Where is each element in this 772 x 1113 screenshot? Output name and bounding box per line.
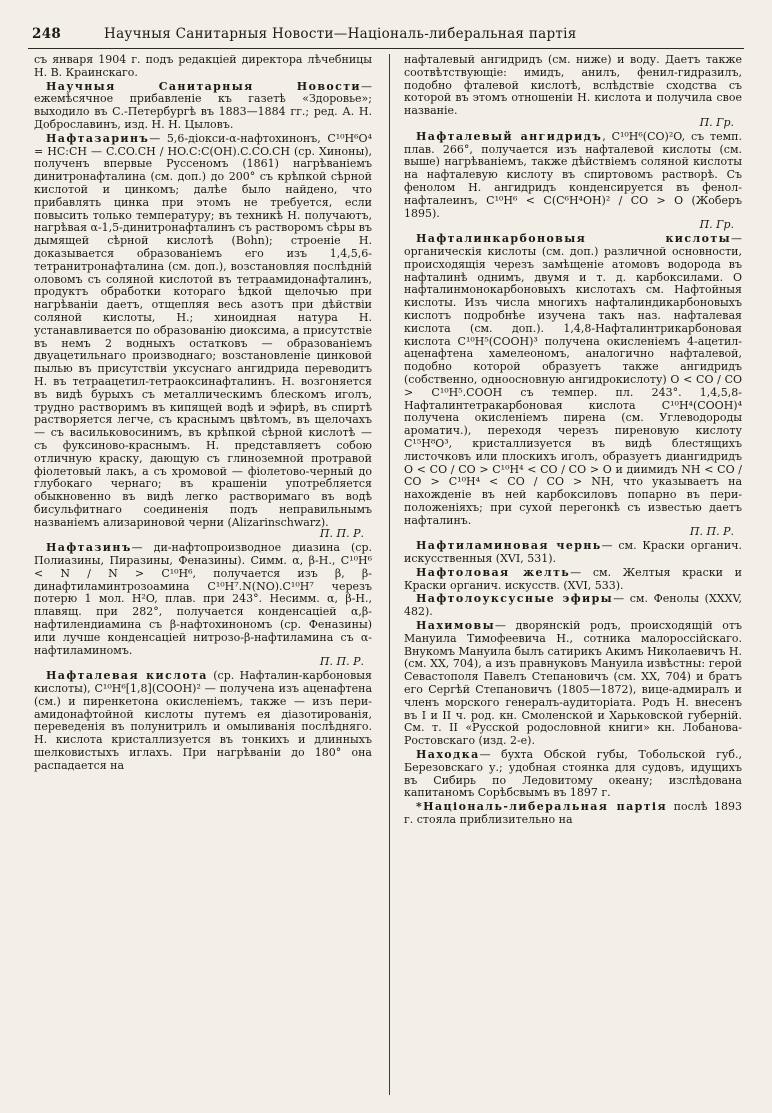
entry-text: (ср. Нафталин-карбоновыя кислоты), C¹⁰H⁶[1,8](COOH)² — получена изъ аценафтена (см.) и пиренкетона окисленіемъ, также — изъ пери-амидонафтойной кислоты путемъ ея діазотированія, переведенія въ полунитрилъ и омыливанія послѣдняго. Н. кислота кристаллизуется въ тонкихъ и длинныхъ шелковистыхъ иглахъ. При нагрѣваніи до 180° она распадается на [34,669,372,772]
article-entry [404,567,742,593]
entry-headword: Нафталинкарбоновыя кислоты [416,232,731,246]
left-column [34,54,372,774]
author-signature: П. Гр. [699,218,734,232]
author-signature: П. П. Р. [319,527,364,541]
article-entry [404,749,742,800]
article-entry [404,131,742,232]
article-entry [404,233,742,539]
entry-headword: Нафтоловая желть [416,565,571,579]
entry-text: , C¹⁰H⁶(CO)²O, съ темп. плав. 266°, получается изъ нафталевой кислоты (см. выше) нагрѣваніемъ, также дѣйствіемъ соляной кислоты на нафталевую кислоту въ спиртовомъ растворѣ. Съ фенолом Н. ангидридъ конденсируется въ фенол-нафталеинъ, C¹⁰H⁶ < C(C⁶H⁴OH)² / CO > O (Жоберъ 1895). [404,129,742,220]
article-entry [404,54,742,130]
entry-text: — бухта Обской губы, Тобольской губ., Березовскаго у.; удобная стоянка для судовъ, идущихъ въ Сибирь по Ледовитому океану; изслѣдована капитаномъ Сорѣбсвымъ въ 1897 г. [404,748,742,800]
article-entry [404,540,742,566]
author-signature: П. П. Р. [319,655,364,669]
author-signature: П. П. Р. [689,525,734,539]
column-divider [389,54,390,1095]
entry-headword: Нафталевый ангидридъ [416,129,603,143]
article-entry [34,670,372,772]
page-number: 248 [32,26,62,42]
entry-text: — см. Фенолы (XXXV, 482). [404,592,742,619]
entry-headword: Находка [416,748,480,762]
entry-headword: Нафтолоуксусные эфиры [416,592,614,606]
article-entry [34,542,372,669]
entry-headword: Нафталевая кислота [46,669,208,683]
entry-headword: Нафтазаринъ [46,131,150,145]
article-entry [34,133,372,542]
entry-text: нафталевый ангидридъ (см. ниже) и воду. Даетъ также соотвѣтствующіе: имидъ, анилъ, фенил-гидразилъ, подобно фталевой кислотѣ, вслѣдствіе сходства съ которой въ этомъ отношеніи Н. кислота и получила свое названіе. [404,53,742,118]
entry-headword: Нафтазинъ [46,541,132,555]
running-title: Научныя Санитарныя Новости—Національ-либеральная партія [104,26,577,42]
entry-text: — ди-нафтопроизводное диазина (ср. Полиазины, Пиразины, Феназины). Симм. α, β-Н., C¹⁰H⁶ < N / N > C¹⁰H⁶, получается изъ β, β-динафтиламинтрозоамина C¹⁰H⁷.N(NO).C¹⁰H⁷ черезъ потерю 1 мол. H²O, плав. при 243°. Несимм. α, β-Н., плавящ. при 282°, получается конденсаціей α,β-нафтилендиамина съ β-нафтохинономъ (ср. Феназины) или лучше конденсаціей нитрозо-β-нафтиламина съ α-нафтиламиномъ. [34,541,372,657]
page-header [28,26,744,49]
entry-text: — органическія кислоты (см. доп.) различной основности, происходящія черезъ замѣщеніе атомовъ водорода въ нафталинѣ однимъ, двумя и т. д. карбоксилами. О нафталинмонокарбоновыхъ кислотахъ см. Нафтойныя кислоты. Изъ числа многихъ нафталиндикарбоновыхъ кислотъ подробнѣе изучена такъ наз. нафталевая кислота (см. доп.). 1,4,8-Нафталинтрикарбоновая кислота C¹⁰H⁵(COOH)³ получена окисленіемъ 4-ацетил-аценафтена хамелеономъ, аналогично нафталевой, подобно которой образуетъ также ангидридъ (собственно, одноосновную ангидрокислоту) O < CO / CO > C¹⁰H⁵.COOH съ темпер. пл. 243°. 1,4,5,8-Нафталинтетракарбоновая кислота C¹⁰H⁴(COOH)⁴ получена окисленіемъ пирена (см. Углеводороды ароматич.), переходя черезъ пиреновую кислоту C¹⁵H⁸O³, кристаллизуется въ видѣ блестящихъ листочковъ или плоскихъ иголъ, образуетъ диангидридъ O < CO / CO > C¹⁰H⁴ < CO / CO > O и диимидъ NH < CO / CO > C¹⁰H⁴ < CO / CO > NH, что указываетъ на нахожденіе въ ней карбоксиловъ попарно въ пери-положеніяхъ; при сухой перегонкѣ съ известью даетъ нафталинъ. [404,232,742,527]
entry-text: — ежемѣсячное прибавленіе къ газетѣ «Здоровье»; выходило въ С.-Петербургѣ въ 1883—1884 гг.; ред. А. Н. Доброславинъ, изд. Н. Н. Цыловъ. [34,79,372,131]
article-entry [404,620,742,748]
entry-text: — см. Желтыя краски и Краски органич. искусств. (XVI, 533). [404,565,742,592]
article-entry [404,801,742,827]
entry-headword: Научныя Санитарныя Новости [46,79,361,93]
right-column [404,54,742,828]
author-signature: П. Гр. [699,115,734,129]
article-entry [34,81,372,132]
text-columns [34,53,743,1101]
entry-text: — 5,6-діокси-α-нафтохинонъ, C¹⁰H⁶O⁴ = HC:CH — C.CO.CH / HO.C:C(OH).C.CO.CH (ср. Хиноны), полученъ впервые Руссеномъ (1861) нагрѣваніемъ динитронафталина (см. доп.) до 200° съ крѣпкой сѣрной кислотой и цинкомъ; далѣе было найдено, что прибавлять цинка при этомъ не требуется, если повысить только температуру; въ техникѣ Н. получаютъ, нагрѣвая α-1,5-динитронафталинъ съ растворомъ сѣры въ дымящей сѣрной кислотѣ (Bohn); строеніе Н. доказывается образованіемъ его изъ 1,4,5,6-тетранитронафталина (см. доп.), возстановляя послѣдній оловомъ съ соляной кислотой въ тетраамидонафталинъ, продуктъ обработки котораго ѣдкой щелочью при нагрѣваніи даетъ, отщепляя весь азотъ при дѣйствіи соляной кислоты, Н.; хиноидная натура Н. устанавливается по образованію диоксима, а присутствіе въ немъ 2 водныхъ остатковъ — образованіемъ двуацетильнаго производнаго; возстановленіе цинковой пылью въ присутствіи уксуснаго ангидрида переводитъ Н. въ тетраацетил-тетраоксинафталинъ. Н. возгоняется въ видѣ бурыхъ съ металлическимъ блескомъ иголъ, трудно растворимъ въ кипящей водѣ и эфирѣ, въ спиртѣ растворяется легче, съ краснымъ цвѣтомъ, въ щелочахъ — съ васильковосинимъ, въ крѣпкой сѣрной кислотѣ — съ фуксиново-краснымъ. Н. представляетъ собою отличную краску, дающую съ глиноземной протравой фіолетовый лакъ, а съ хромовой — фіолетово-черный до глубокаго чернаго; въ крашеніи употребляется обыкновенно въ видѣ легко растворимаго въ водѣ бисульфитнаго соединенія подъ неправильнымъ названіемъ ализариновой черни (Alizarinschwarz). [34,131,372,529]
article-entry [404,593,742,619]
entry-text: — см. Краски органич. искусственныя (XVI, 531). [404,539,742,566]
article-entry: съ января 1904 г. подъ редакціей директора лѣчебницы Н. В. Краинскаго. [34,53,372,79]
entry-headword: *Національ-либеральная партія [416,800,668,814]
entry-headword: Нафтиламиновая чернь [416,539,602,553]
entry-text: — дворянскій родъ, происходящій отъ Мануила Тимофеевича Н., сотника малороссійскаго. Внукомъ Мануила былъ сатирикъ Акимъ Николаевичъ Н. (см. XX, 704), а изъ правнуковъ Мануила извѣстны: герой Севастополя Павелъ Степановичъ (см. XX, 704) и братъ его Сергѣй Степановичъ (1805—1872), вице-адмиралъ и членъ морского генералъ-аудиторіата. Родъ Н. внесенъ въ I и II ч. род. кн. Смоленской и Харьковской губерній. См. т. II «Русской родословной книги» кн. Лобанова-Ростовскаго (изд. 2-е). [404,619,742,748]
entry-text: послѣ 1893 г. стояла приблизительно на [404,800,743,827]
entry-headword: Нахимовы [416,619,495,633]
